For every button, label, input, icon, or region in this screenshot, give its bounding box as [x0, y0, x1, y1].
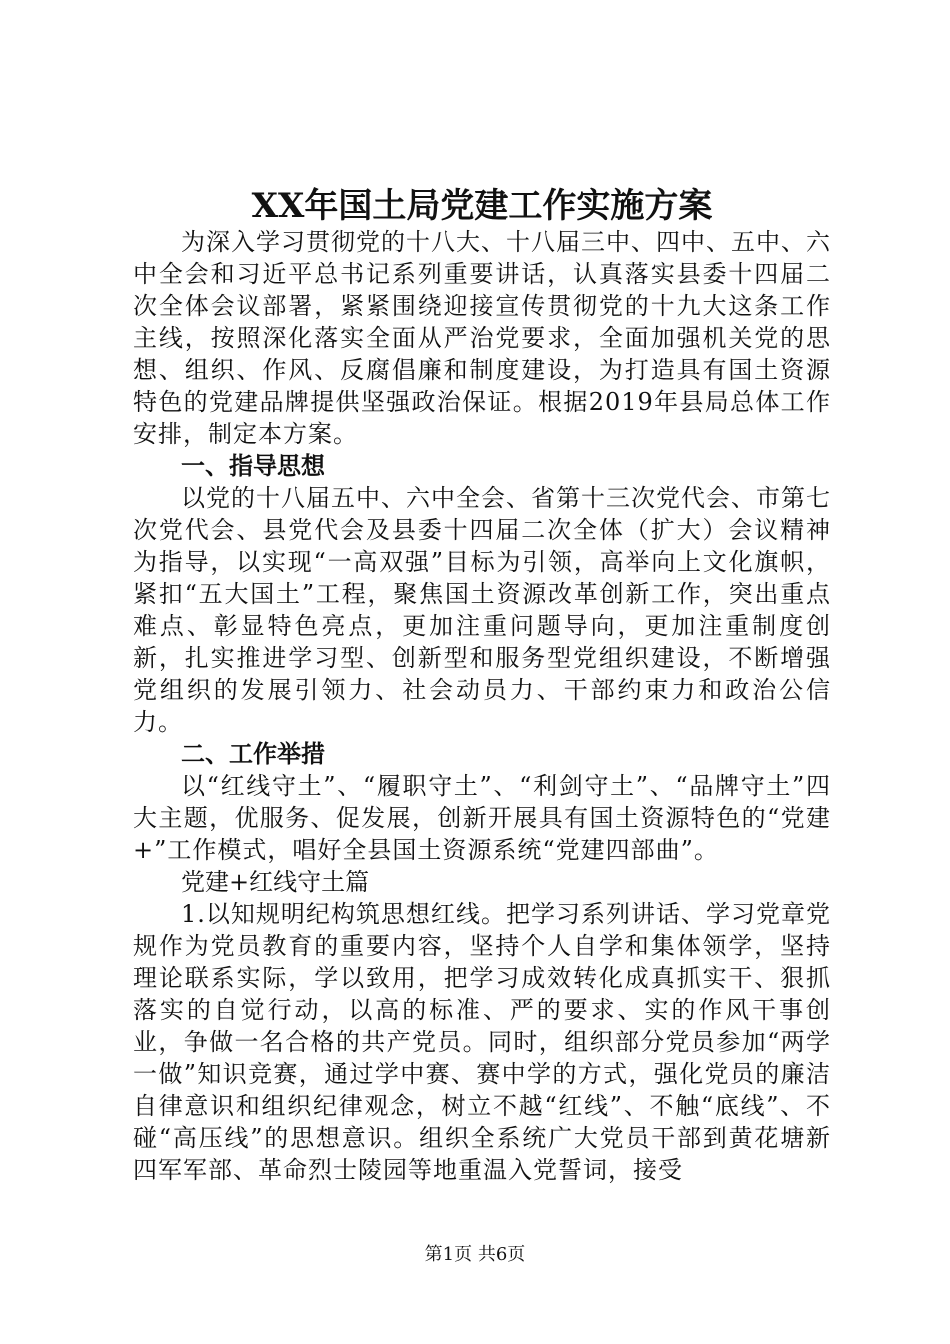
section-heading-work-measures: 二、工作举措 — [181, 740, 325, 768]
work-measures-paragraph: 以“红线守土”、“履职守土”、“利剑守土”、“品牌守土”四大主题，优服务、促发展，创新开展具有国土资源特色的“党建+”工作模式，唱好全县国土资源系统“党建四部曲”。 — [133, 772, 831, 864]
document-body — [133, 186, 831, 1186]
item-1-paragraph: 1.以知规明纪构筑思想红线。把学习系列讲话、学习党章党规作为党员教育的重要内容，坚持个人自学和集体领学，坚持理论联系实际，学以致用，把学习成效转化成真抓实干、狠抓落实的自觉行动，以高的标准、严的要求、实的作风干事创业，争做一名合格的共产党员。同时，组织部分党员参加“两学一做”知识竞赛，通过学中赛、赛中学的方式，强化党员的廉洁自律意识和组织纪律观念，树立不越“红线”、不触“底线”、不碰“高压线”的思想意识。组织全系统广大党员干部到黄花塘新四军军部、革命烈士陵园等地重温入党誓词，接受 — [133, 900, 831, 1184]
intro-paragraph: 为深入学习贯彻党的十八大、十八届三中、四中、五中、六中全会和习近平总书记系列重要讲话，认真落实县委十四届二次全体会议部署，紧紧围绕迎接宣传贯彻党的十九大这条工作主线，按照深化落实全面从严治党要求，全面加强机关党的思想、组织、作风、反腐倡廉和制度建设，为打造具有国土资源特色的党建品牌提供坚强政治保证。根据2019年县局总体工作安排，制定本方案。 — [133, 228, 831, 448]
page-number-footer: 第1页 共6页 — [424, 1244, 526, 1265]
document-title: XX年国土局党建工作实施方案 — [251, 186, 713, 226]
subsection-title: 党建+红线守土篇 — [181, 868, 370, 896]
section-heading-guiding-thought: 一、指导思想 — [181, 452, 325, 480]
guiding-thought-paragraph: 以党的十八届五中、六中全会、省第十三次党代会、市第七次党代会、县党代会及县委十四届二次全体（扩大）会议精神为指导，以实现“一高双强”目标为引领，高举向上文化旗帜，紧扣“五大国土”工程，聚焦国土资源改革创新工作，突出重点难点、彰显特色亮点，更加注重问题导向，更加注重制度创新，扎实推进学习型、创新型和服务型党组织建设，不断增强党组织的发展引领力、社会动员力、干部约束力和政治公信力。 — [133, 484, 831, 736]
